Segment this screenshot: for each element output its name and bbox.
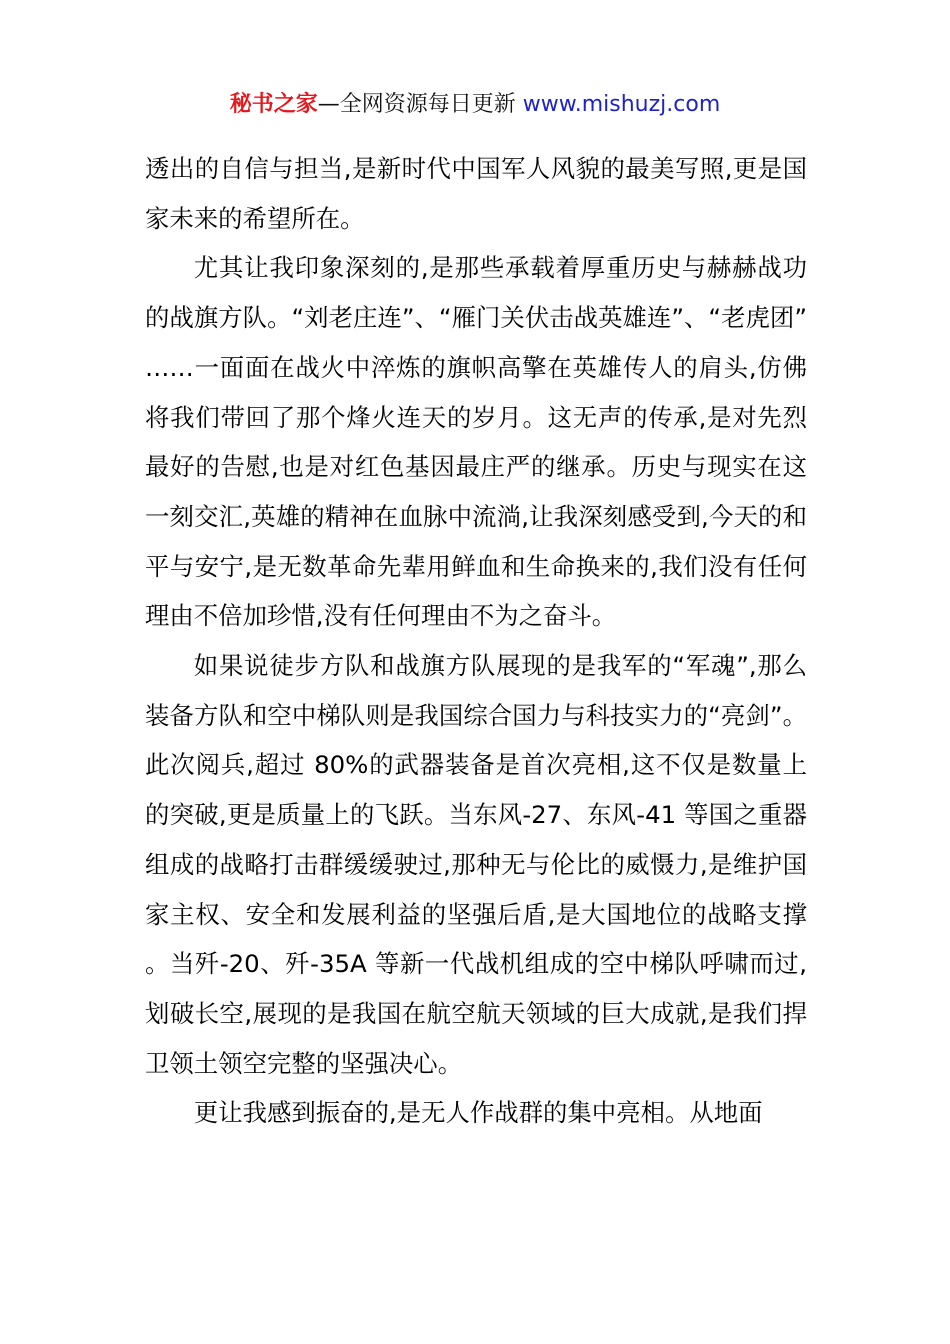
header-slogan: —全网资源每日更新 [317, 92, 516, 117]
paragraph-unmanned: 更让我感到振奋的,是无人作战群的集中亮相。从地面 [193, 1098, 763, 1128]
paragraph-equipment: 如果说徒步方队和战旗方队展现的是我军的“军魂”,那么装备方队和空中梯队则是我国综合国力与科技实力的“亮剑”。此次阅兵,超过 80%的武器装备是首次亮相,这不仅是数量上的突破,更是质量上的飞跃。当东风-27、东风-41 等国之重器组成的战略打击群缓缓驶过,那种无与伦比的威慑力,是维护国家主权、安全和发展利益的坚强后盾,是大国地位的战略支撑。当歼-20、歼-35A 等新一代战机组成的空中梯队呼啸而过,划破长空,展现的是我国在航空航天领域的巨大成就,是我们捍卫领土领空完整的坚强决心。 [145, 651, 807, 1078]
paragraph-continuation: 透出的自信与担当,是新时代中国军人风貌的最美写照,更是国家未来的希望所在。 [145, 154, 807, 233]
paragraph-battle-flags: 尤其让我印象深刻的,是那些承载着厚重历史与赫赫战功的战旗方队。“刘老庄连”、“雁门关伏击战英雄连”、“老虎团”……一面面在战火中淬炼的旗帜高擎在英雄传人的肩头,仿佛将我们带回了那个烽火连天的岁月。这无声的传承,是对先烈最好的告慰,也是对红色基因最庄严的继承。历史与现实在这一刻交汇,英雄的精神在血脉中流淌,让我深刻感受到,今天的和平与安宁,是无数革命先辈用鲜血和生命换来的,我们没有任何理由不倍加珍惜,没有任何理由不为之奋斗。 [145, 253, 807, 631]
site-url-link[interactable]: www.mishuzj.com [522, 92, 721, 117]
document-body [145, 144, 807, 1138]
page-header [0, 88, 950, 122]
brand-name: 秘书之家 [229, 92, 318, 117]
